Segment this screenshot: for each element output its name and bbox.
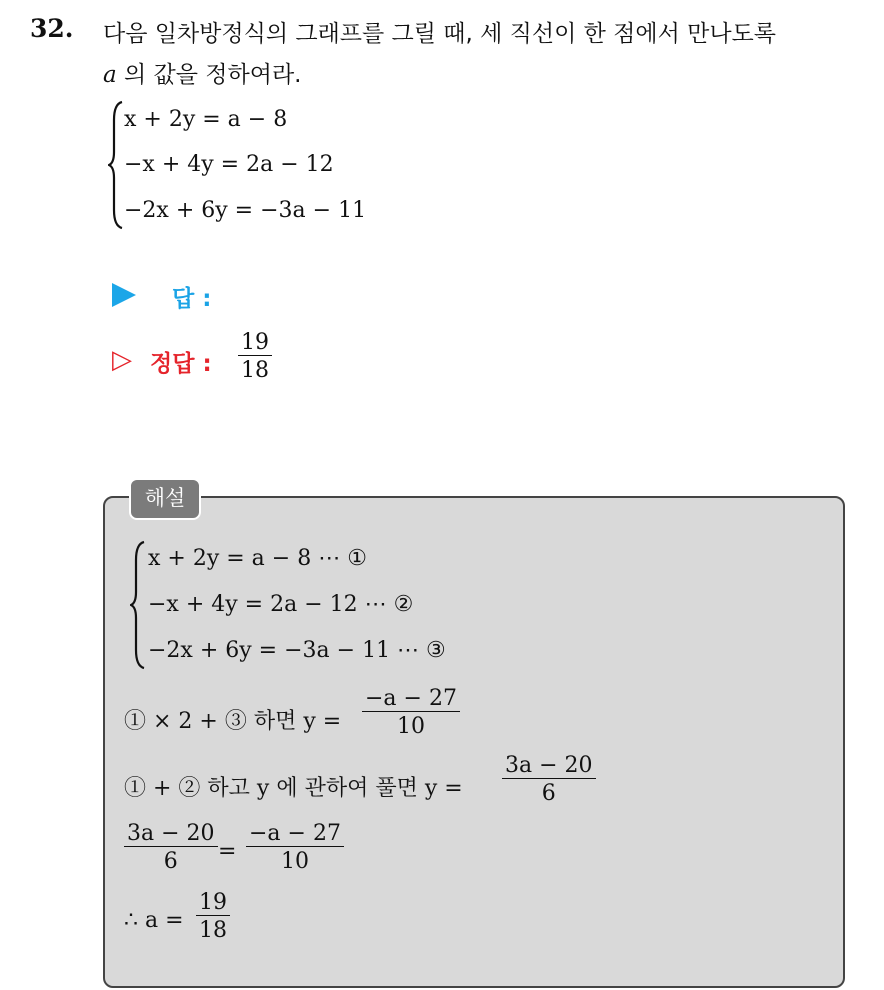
correct-answer-label: 정답 : [150,351,212,377]
solution-step-1-text: ① × 2 + ③ 하면 y = [124,709,342,734]
step-3-right-numerator: −a − 27 [249,821,341,846]
question-variable: a [103,62,117,88]
step-1-numerator: −a − 27 [365,686,457,711]
solution-final-fraction [196,890,230,943]
solution-step-3-equals: = [218,839,237,864]
solution-equation-1: x + 2y = a − 8 ⋯ ① [148,546,367,571]
step-3-right-denominator: 10 [246,846,344,874]
step-3-left-numerator: 3a − 20 [127,821,215,846]
step-1-denominator: 10 [362,711,460,739]
question-number: 32. [30,14,74,43]
question-line-2-text: 의 값을 정하여라. [116,62,302,88]
final-numerator: 19 [199,890,227,915]
solution-step-2-fraction [502,753,596,806]
question-equation-2: −x + 4y = 2a − 12 [124,152,334,177]
correct-triangle-icon: ▷ [112,345,132,375]
question-equation-3: −2x + 6y = −3a − 11 [124,198,367,223]
answer-label: 답 : [172,286,212,312]
solution-step-3-right-fraction [246,821,344,874]
solution-final-text: ∴ a = [124,908,184,933]
solution-step-2-text: ① + ② 하고 y 에 관하여 풀면 y = [124,776,463,801]
question-line-2 [103,55,873,96]
question-equation-1: x + 2y = a − 8 [124,107,288,132]
question-text [103,14,873,96]
solution-brace [130,540,146,670]
final-denominator: 18 [196,915,230,943]
solution-step-1-fraction [362,686,460,739]
solution-tag: 해설 [129,478,201,520]
question-brace [108,100,124,230]
correct-answer-fraction [238,330,272,383]
solution-equation-3: −2x + 6y = −3a − 11 ⋯ ③ [148,638,446,663]
answer-play-icon [112,283,136,307]
correct-answer-numerator: 19 [241,330,269,355]
step-2-numerator: 3a − 20 [505,753,593,778]
step-2-denominator: 6 [502,778,596,806]
question-line-1: 다음 일차방정식의 그래프를 그릴 때, 세 직선이 한 점에서 만나도록 [103,21,776,47]
step-3-left-denominator: 6 [124,846,218,874]
solution-equation-2: −x + 4y = 2a − 12 ⋯ ② [148,592,414,617]
solution-step-3-left-fraction [124,821,218,874]
correct-answer-denominator: 18 [238,355,272,383]
